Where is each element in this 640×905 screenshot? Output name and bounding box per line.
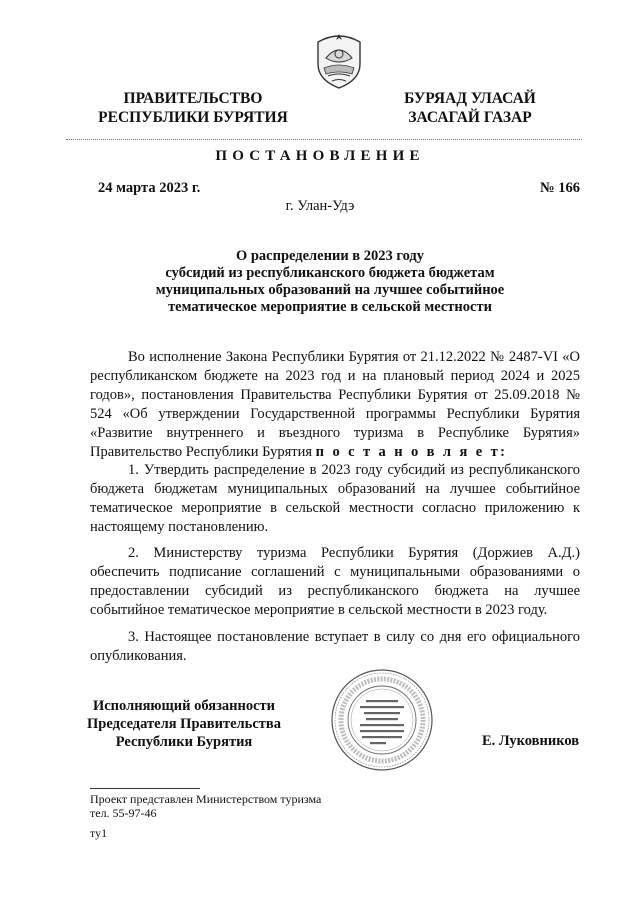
- signatory-title-line1: Исполняющий обязанности: [92, 698, 276, 714]
- header-left-line2: РЕСПУБЛИКИ БУРЯТИЯ: [98, 109, 288, 126]
- signatory-name: Е. Луковников: [482, 733, 580, 749]
- coat-of-arms-emblem: [312, 28, 366, 90]
- header-right-line2: ЗАСАГАЙ ГАЗАР: [408, 109, 532, 126]
- footer-divider: [90, 788, 200, 789]
- document-subject: [140, 248, 520, 316]
- document-type-title: ПОСТАНОВЛЕНИЕ: [215, 148, 425, 164]
- subject-line: О распределении в 2023 году: [235, 248, 425, 264]
- preamble-paragraph: [90, 348, 580, 462]
- resolves-text: п о с т а н о в л я е т:: [315, 444, 508, 460]
- subject-line: тематическое мероприятие в сельской местности: [168, 299, 492, 315]
- header-right: [384, 89, 556, 127]
- item-2-text: 2. Министерству туризма Республики Бурятия (Доржиев А.Д.) обеспечить подписание соглашений с муниципальными образованиями о предоставлении субсидий из республиканского бюджета на лучшее событийное тематическое мероприятие в сельской местности в 2023 году.: [90, 545, 580, 618]
- official-stamp: [330, 668, 434, 772]
- coat-of-arms-icon: [312, 28, 366, 90]
- preamble-text: Во исполнение Закона Республики Бурятия от 21.12.2022 № 2487-VI «О республиканском бюджете на 2023 год и на плановый период 2024 и 2025 годов», постановления Правительства Республики Бурятия от 25.09.2018 № 524 «Об утверждении Государственной программы Республики Бурятия «Развитие внутреннего и въездного туризма в Республике Бурятия» Правительство Республики Бурятия: [90, 349, 580, 460]
- subject-line: муниципальных образований на лучшее событийное: [155, 282, 505, 298]
- footer-project-note: Проект представлен Министерством туризма: [90, 792, 322, 806]
- document-date: 24 марта 2023 г.: [98, 180, 201, 196]
- item-2-paragraph: [90, 544, 580, 620]
- item-3-text: 3. Настоящее постановление вступает в силу со дня его официального опубликования.: [90, 629, 580, 664]
- subject-line: субсидий из республиканского бюджета бюджетам: [165, 265, 495, 281]
- item-1-paragraph: [90, 461, 580, 537]
- document-city: г. Улан-Удэ: [285, 198, 355, 214]
- signatory-title-line3: Республики Бурятия: [115, 734, 253, 750]
- document-number: № 166: [540, 180, 580, 196]
- signatory-title-line2: Председателя Правительства: [87, 716, 281, 732]
- header-right-line1: БУРЯАД УЛАСАЙ: [404, 90, 536, 107]
- header-left-line1: ПРАВИТЕЛЬСТВО: [123, 90, 263, 107]
- footer-code: ту1: [90, 826, 108, 840]
- header-divider: [66, 139, 582, 140]
- header-left: [78, 89, 308, 127]
- item-3-paragraph: [90, 628, 580, 666]
- footer-phone: тел. 55-97-46: [90, 806, 157, 820]
- item-1-text: 1. Утвердить распределение в 2023 году субсидий из республиканского бюджета бюджетам муниципальных образований на лучшее событийное тематическое мероприятие в сельской местности согласно приложению к настоящему постановлению.: [90, 462, 580, 535]
- stamp-seal-icon: [330, 668, 434, 772]
- signatory-title: [86, 697, 282, 751]
